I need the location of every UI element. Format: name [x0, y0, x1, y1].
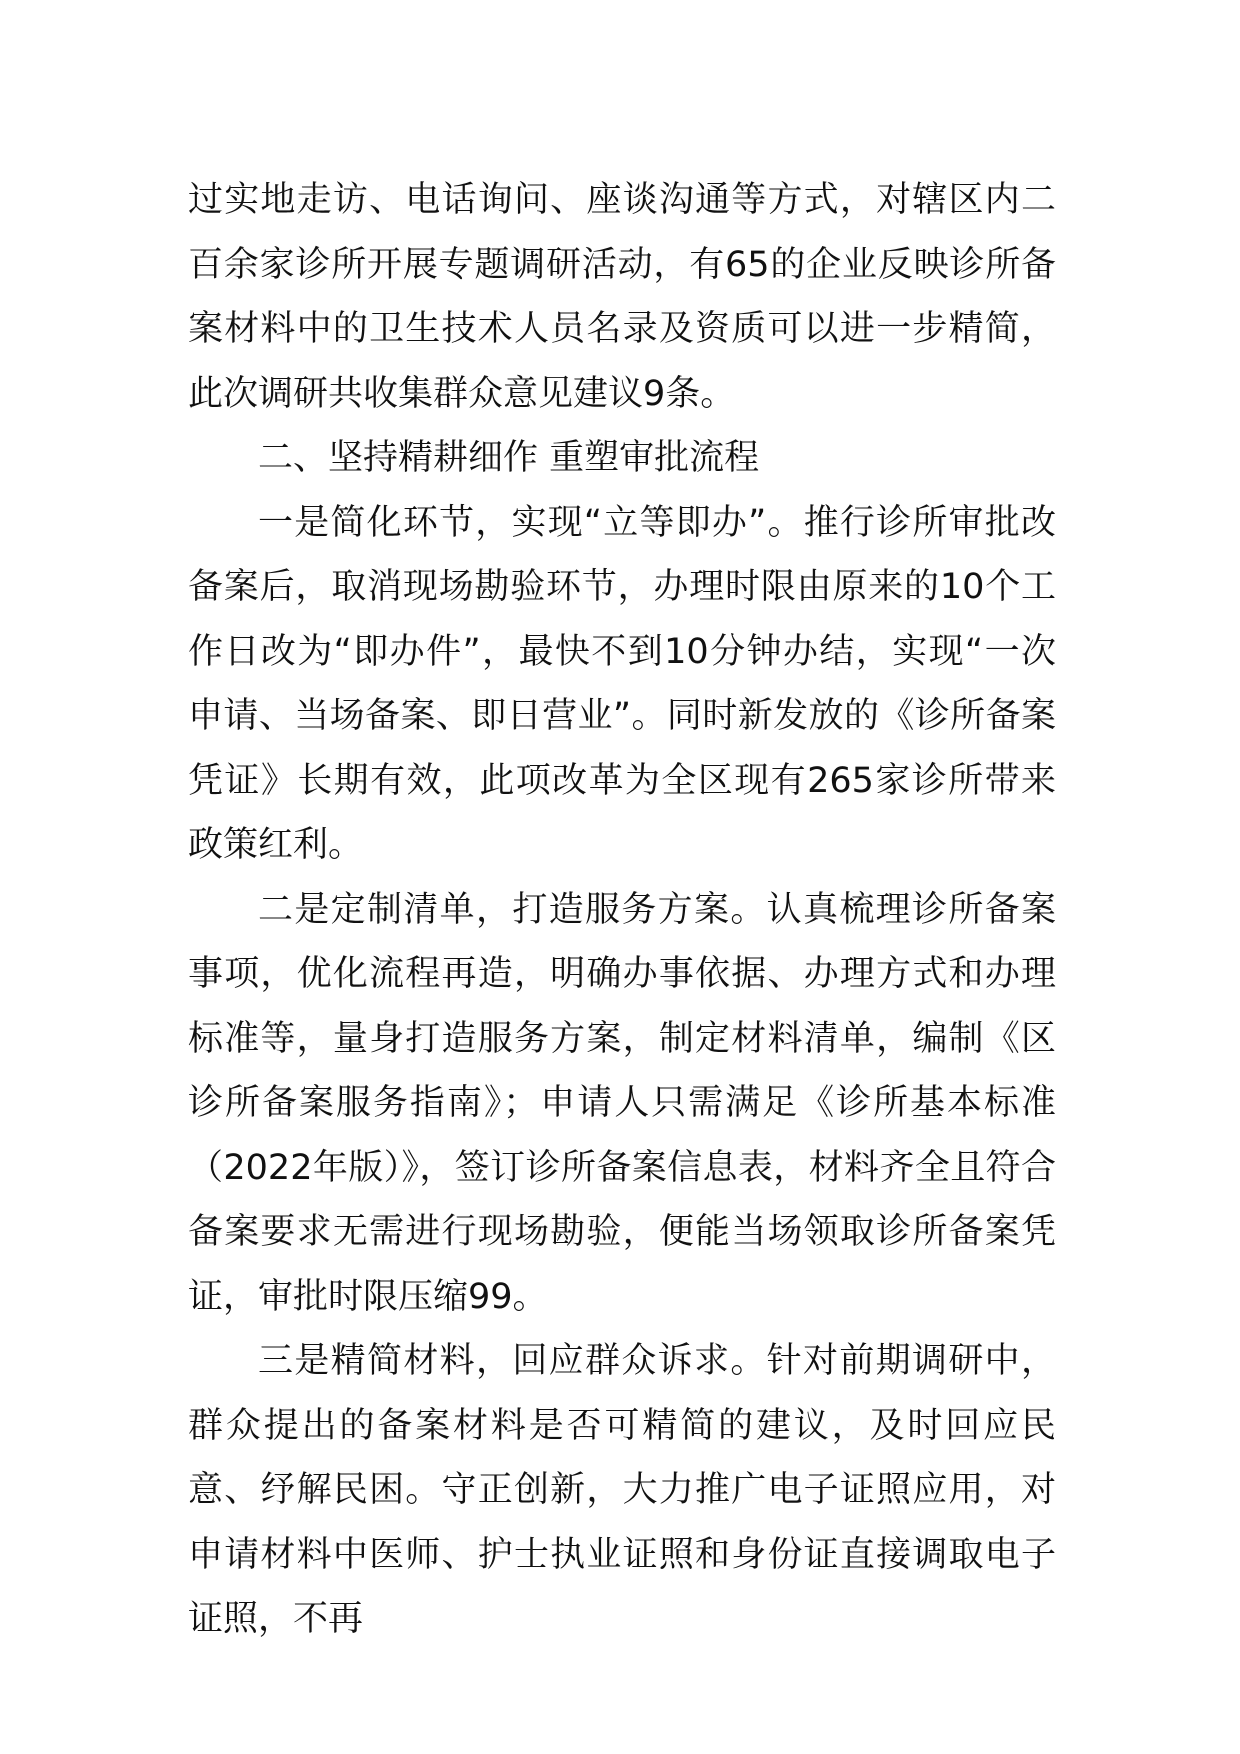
document-page: [188, 168, 1056, 1652]
paragraph-item-3: 三是精简材料，回应群众诉求。针对前期调研中，群众提出的备案材料是否可精简的建议，及时回应民意、纾解民困。守正创新，大力推广电子证照应用，对申请材料中医师、护士执业证照和身份证直接调取电子证照，不再: [188, 1341, 1056, 1639]
section-heading-2: 二、坚持精耕细作 重塑审批流程: [258, 438, 760, 478]
paragraph-item-1: 一是简化环节，实现“立等即办”。推行诊所审批改备案后，取消现场勘验环节，办理时限由原来的10个工作日改为“即办件”，最快不到10分钟办结，实现“一次申请、当场备案、即日营业”。同时新发放的《诊所备案凭证》长期有效，此项改革为全区现有265家诊所带来政策红利。: [188, 502, 1056, 865]
paragraph-continuation: 过实地走访、电话询问、座谈沟通等方式，对辖区内二百余家诊所开展专题调研活动，有65的企业反映诊所备案材料中的卫生技术人员名录及资质可以进一步精简，此次调研共收集群众意见建议9条。: [188, 180, 1056, 414]
paragraph-item-2: 二是定制清单，打造服务方案。认真梳理诊所备案事项，优化流程再造，明确办事依据、办理方式和办理标准等，量身打造服务方案，制定材料清单，编制《区诊所备案服务指南》；申请人只需满足《诊所基本标准（2022年版）》，签订诊所备案信息表，材料齐全且符合备案要求无需进行现场勘验，便能当场领取诊所备案凭证，审批时限压缩99。: [188, 889, 1056, 1317]
